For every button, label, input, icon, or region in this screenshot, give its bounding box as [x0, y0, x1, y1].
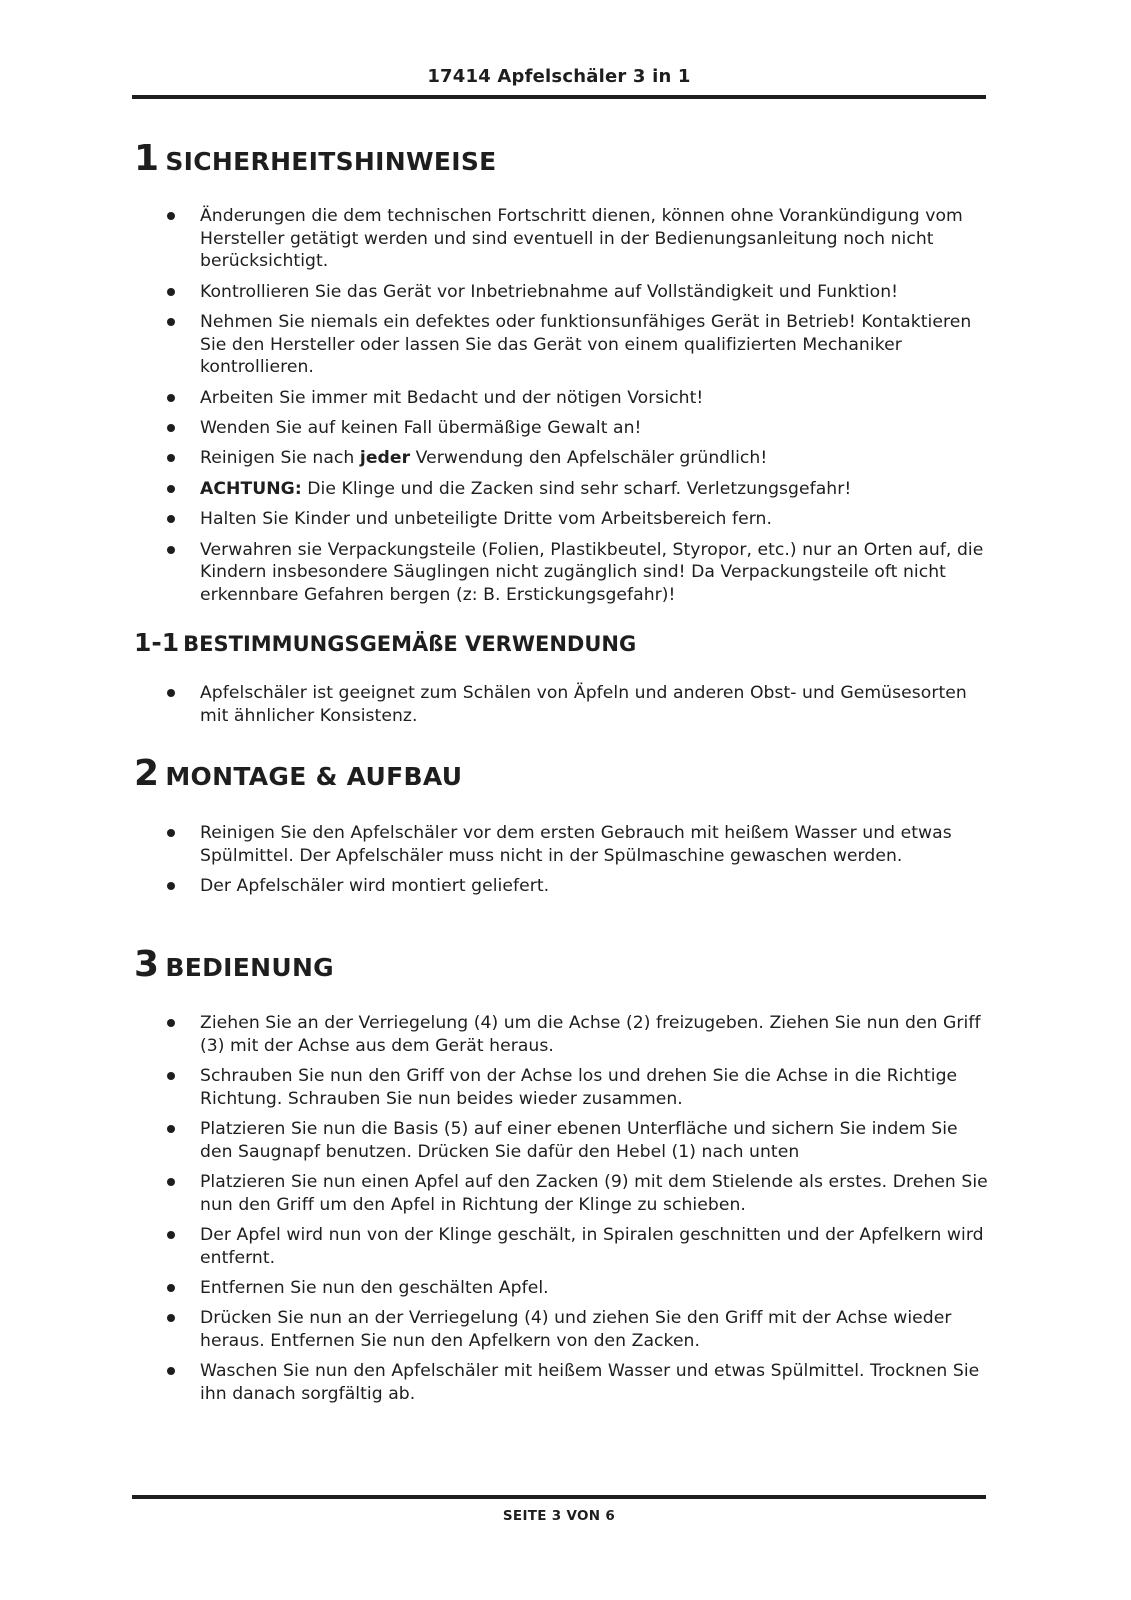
document-header-title: 17414 Apfelschäler 3 in 1 — [427, 66, 691, 87]
list-item — [134, 822, 994, 867]
list-item — [134, 1118, 994, 1163]
list-item — [134, 682, 994, 727]
footer-rule — [132, 1495, 986, 1499]
list-item — [134, 417, 994, 440]
page-number: SEITE 3 VON 6 — [502, 1508, 616, 1524]
list-item-text: Nehmen Sie niemals ein defektes oder funktionsunfähiges Gerät in Betrieb! Kontaktieren Sie den Hersteller oder lassen Sie das Gerät von einem qualifizierten Mechaniker kontrollieren. — [200, 311, 972, 378]
warning-label: ACHTUNG: — [200, 478, 302, 499]
list-item — [134, 205, 994, 273]
bullet-icon — [167, 424, 175, 432]
section-title: BEDIENUNG — [165, 953, 334, 983]
bullet-icon — [167, 1072, 175, 1080]
list-item-text: Platzieren Sie nun einen Apfel auf den Zacken (9) mit dem Stielende als erstes. Drehen Sie nun den Griff um den Apfel in Richtung der Klinge zu schieben. — [200, 1172, 988, 1215]
list-item — [134, 1171, 994, 1216]
list-item-text: Kontrollieren Sie das Gerät vor Inbetriebnahme auf Vollständigkeit und Funktion! — [200, 281, 899, 302]
bullet-icon — [167, 882, 175, 890]
list-item-text: Platzieren Sie nun die Basis (5) auf einer ebenen Unterfläche und sichern Sie indem Sie den Saugnapf benutzen. Drücken Sie dafür den Hebel (1) nach unten — [200, 1119, 958, 1162]
list-item-text: Der Apfel wird nun von der Klinge geschält, in Spiralen geschnitten und der Apfelkern wird entfernt. — [200, 1224, 984, 1268]
list-item — [134, 447, 994, 470]
list-item-text: Entfernen Sie nun den geschälten Apfel. — [200, 1277, 549, 1298]
bullet-icon — [167, 1284, 175, 1292]
list-item — [134, 1012, 994, 1057]
list-item — [134, 1277, 994, 1300]
bullet-icon — [167, 829, 175, 837]
bullet-icon — [167, 288, 175, 296]
list-item-text: Verwahren sie Verpackungsteile (Folien, Plastikbeutel, Styropor, etc.) nur an Orten auf, die Kindern insbesondere Säuglingen nicht zugänglich sind! Da Verpackungsteile oft nicht erkennbare Gefahren bergen (z: B. Erstickungsgefahr)! — [200, 539, 984, 605]
list-item-text: Verwendung den Apfelschäler gründlich! — [410, 448, 768, 469]
list-item-text: Änderungen die dem technischen Fortschritt dienen, können ohne Vorankündigung vom Hersteller getätigt werden und sind eventuell in der Bedienungsanleitung noch nicht berücksichtigt. — [200, 206, 963, 272]
section-title: MONTAGE & AUFBAU — [165, 762, 463, 792]
assembly-list — [134, 822, 994, 898]
bullet-icon — [167, 1367, 175, 1375]
list-item-text: Drücken Sie nun an der Verriegelung (4) und ziehen Sie den Griff mit der Achse wieder heraus. Entfernen Sie nun den Apfelkern von den Zacken. — [200, 1308, 952, 1351]
list-item — [134, 539, 994, 607]
list-item-text: Waschen Sie nun den Apfelschäler mit heißem Wasser und etwas Spülmittel. Trocknen Sie ihn danach sorgfältig ab. — [200, 1361, 980, 1404]
section-heading-assembly — [134, 753, 994, 794]
list-item — [134, 508, 994, 531]
list-item — [134, 1307, 994, 1352]
bullet-icon — [167, 212, 175, 220]
bullet-icon — [167, 1314, 175, 1322]
list-item-text: Arbeiten Sie immer mit Bedacht und der nötigen Vorsicht! — [200, 387, 704, 408]
section-title: SICHERHEITSHINWEISE — [165, 147, 497, 176]
list-item-text: Halten Sie Kinder und unbeteiligte Dritte vom Arbeitsbereich fern. — [200, 509, 772, 530]
section-heading-intended-use — [134, 628, 994, 657]
operation-list — [134, 1012, 994, 1405]
bullet-icon — [167, 689, 175, 697]
bullet-icon — [167, 1231, 175, 1239]
safety-list — [134, 205, 994, 606]
bullet-icon — [167, 394, 175, 402]
section-number: 1 — [134, 138, 160, 179]
list-item-text: Reinigen Sie nach — [200, 448, 360, 469]
list-item — [134, 311, 994, 379]
list-item — [134, 387, 994, 410]
bullet-icon — [167, 546, 175, 554]
bullet-icon — [167, 485, 175, 493]
header-rule — [132, 95, 986, 99]
bullet-icon — [167, 454, 175, 462]
list-item-text: Wenden Sie auf keinen Fall übermäßige Gewalt an! — [200, 417, 642, 438]
document-body — [134, 138, 994, 1413]
list-item — [134, 875, 994, 898]
intended-use-list — [134, 682, 994, 727]
list-item-text: Reinigen Sie den Apfelschäler vor dem ersten Gebrauch mit heißem Wasser und etwas Spülmittel. Der Apfelschäler muss nicht in der Spülmaschine gewaschen werden. — [200, 823, 952, 867]
list-item-text: Schrauben Sie nun den Griff von der Achse los und drehen Sie die Achse in die Richtige Richtung. Schrauben Sie nun beides wieder zusammen. — [200, 1066, 958, 1109]
bullet-icon — [167, 1178, 175, 1186]
list-item-text: Ziehen Sie an der Verriegelung (4) um die Achse (2) freizugeben. Ziehen Sie nun den Griff (3) mit der Achse aus dem Gerät heraus. — [200, 1013, 981, 1056]
list-item-text: Der Apfelschäler wird montiert geliefert. — [200, 876, 550, 897]
bullet-icon — [167, 1019, 175, 1027]
section-number: 2 — [134, 753, 160, 795]
section-heading-safety — [134, 138, 994, 179]
section-number: 3 — [134, 944, 160, 986]
bullet-icon — [167, 318, 175, 326]
list-item — [134, 281, 994, 304]
list-item-text: Apfelschäler ist geeignet zum Schälen von Äpfeln und anderen Obst- und Gemüsesorten mit ähnlicher Konsistenz. — [200, 683, 967, 726]
section-number: 1-1 — [134, 628, 180, 658]
list-item-warning — [134, 478, 994, 501]
section-heading-operation — [134, 944, 994, 985]
list-item — [134, 1224, 994, 1269]
list-item — [134, 1065, 994, 1110]
section-title: BESTIMMUNGSGEMÄßE VERWENDUNG — [183, 632, 637, 657]
list-item — [134, 1360, 994, 1405]
list-item-text: Die Klinge und die Zacken sind sehr scharf. Verletzungsgefahr! — [301, 478, 852, 499]
bullet-icon — [167, 515, 175, 523]
emphasis-text: jeder — [359, 448, 411, 469]
bullet-icon — [167, 1125, 175, 1133]
